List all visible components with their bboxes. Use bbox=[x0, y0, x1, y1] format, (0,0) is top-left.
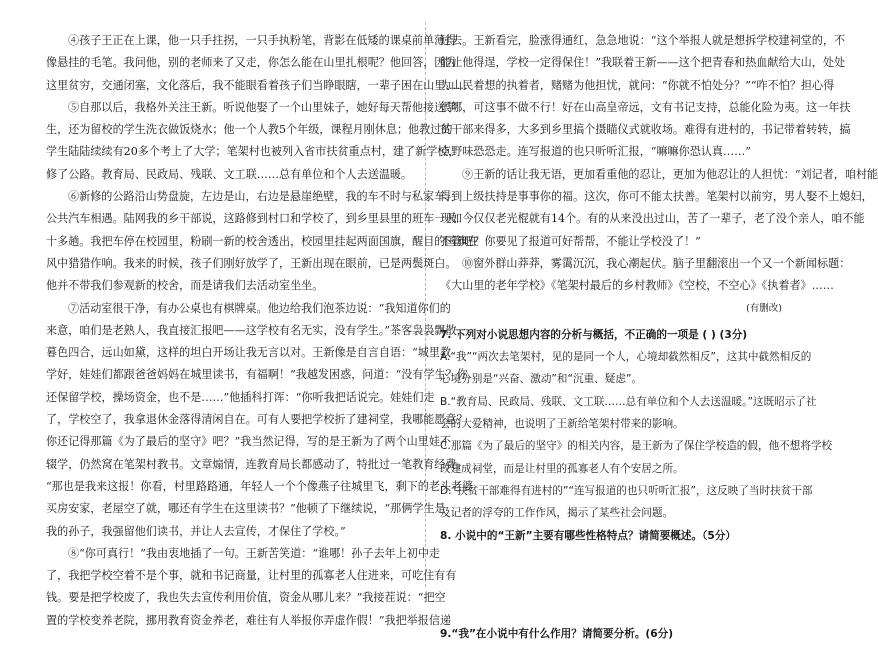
text-line: 了，我把学校空着不是个事，就和书记商量，让村里的孤寡老人住进来，可吃住有有 bbox=[46, 569, 457, 583]
text-line: 你还记得那篇《为了最后的坚守》吧？”我当然记得，写的是王新为了两个山里娃不 bbox=[46, 435, 452, 449]
text-line: 十多趟。我把车停在校园里，粉刷一新的校舍透出，校园里挂起两面国旗，醒目的国旗在 bbox=[46, 234, 479, 248]
text-line: ⑩窗外群山莽莽，雾霭沉沉，我心潮起伏。脑子里翻滚出一个又一个新闻标题： bbox=[462, 256, 851, 270]
text-line: 暮色四合，远山如黛，这样的坦白开场让我无言以对。王新像是自言自语：“城里教 bbox=[46, 346, 452, 360]
text-line: 为山民着想的执着者，赌赌为他担忧，就问：“你就不怕处分？”“咋不怕？担心得 bbox=[440, 78, 835, 92]
text-line: ⑤自那以后，我格外关注王新。听说他娶了一个山里妹子，她好每天帮他接送学 bbox=[68, 100, 457, 114]
option-line: 心境分别是“兴奋、激动”和“沉重、疑虑”。 bbox=[440, 373, 643, 386]
text-line: 得到上级扶持是事事你的福。这次，你可不能太扶善。笔架村以前穷，男人娶不上媳妇， bbox=[440, 190, 873, 204]
text-line: ④孩子王正在上课，他一只手拄拐，一只手执粉笔，背影在低矮的课桌前单薄得 bbox=[68, 34, 457, 47]
text-line: 《大山里的老年学校》《笔架村最后的乡村教师》《空校，不空心》《执着者》…… bbox=[440, 279, 834, 293]
text-line: 置的学校变养老院，挪用教育资金养老，难往有人举报你弄虚作假！”我把举报信递 bbox=[46, 613, 452, 627]
text-line: 风中猎猎作响。我来的时候，孩子们刚好放学了，王新出现在眼前，已是两鬓斑白。 bbox=[46, 256, 457, 270]
text-line: 点野味恐恐走。连写报道的也只听听汇报，“嘛嘛你恐认真……” bbox=[440, 145, 751, 159]
text-line: 钱。要是把学校废了，我也失去宣传利用价值，资金从哪儿来？”我接茬说：“把空 bbox=[46, 591, 446, 605]
text-line: ⑧“你可真行！”我由衷地插了一句。王新苦笑道：“谁哪！孙子去年上初中走 bbox=[68, 546, 441, 560]
text-line: 现如今仅仅老光棍就有14个。有的从来没出过山，苦了一辈子，老了没个亲人，咱不能 bbox=[440, 212, 865, 226]
text-line: 了，学校空了，我拿退休金落得清闲自在。可有人要把学校折了建祠堂，我哪能愿意？ bbox=[46, 413, 468, 427]
option-line: A.“我”“两次去笔架村，见的是同一个人，心境却截然相反”，这其中截然相反的 bbox=[440, 351, 812, 364]
text-line: 辍学，仍然窝在笔架村教书。文章煽情，连教育局长都感动了，特批过一笔教育经费。 bbox=[46, 457, 468, 471]
option-line: C.那篇《为了最后的坚守》的相关内容，是王新为了保住学校造的假，他不想将学校 bbox=[440, 440, 833, 453]
option-line: B.“教育局、民政局、残联、文工联……总有单位和个人去送温暖。”这既昭示了社 bbox=[440, 395, 817, 408]
text-line: 生，还为留校的学生洗衣做饭烧水；他一个人教5个年级，课程月刚休息；他教过的 bbox=[46, 123, 453, 137]
question-9 bbox=[440, 623, 812, 645]
question-9-stem: 9.“我”在小说中有什么作用？请简要分析。(6分) bbox=[440, 627, 674, 640]
text-line: 还保留学校，操场资金，也不是……”他插科打诨：“你听我把话说完。娃娃们走 bbox=[46, 390, 435, 404]
text-line: 来意，咱们是老熟人，我直接汇报吧——这学校有名无实，没有学生。”茶客袅袅飘散， bbox=[46, 323, 468, 337]
text-line: 这里贫穷，交通闭塞，文化落后，我不能眼看着孩子们当睁眼瞎，一辈子困在山里…… bbox=[46, 78, 468, 92]
text-line: 不管吧？你要见了报道可好帮帮，不能让学校没了！” bbox=[440, 234, 701, 248]
text-line: 像悬挂的毛笔。我问他，别的老师来了又走，你怎么能在山里扎根呢？他回答，因为 bbox=[46, 56, 457, 70]
text-line: 学好，娃娃们都跟爸爸妈妈在城里读书，有福啊！”我越发困惑，问道：“没有学生？你 bbox=[46, 368, 468, 382]
text-line: 贫干部来得多，大多到乡里搞个摄瞄仪式就收场。难得有进村的，书记带着转转，搞 bbox=[440, 123, 851, 137]
text-line: 公共汽车相遇。陆网我的乡干部说，这路修到村口和学校了，到乡里县里的班车一天 bbox=[46, 212, 457, 226]
question-8 bbox=[440, 525, 812, 623]
option-line: 及记者的浮夸的工作作风，揭示了某些社会问题。 bbox=[440, 507, 674, 520]
text-line: 修了公路。教育局、民政局、残联、文工联……总有单位和个人去送温暖。 bbox=[46, 167, 413, 181]
story-continuation bbox=[440, 30, 878, 298]
text-line: 很哪，可这事不做不行！好在山高皇帝远，文有书记支持，总能化险为夷。这一年扶 bbox=[440, 100, 851, 114]
text-line: 能让他得逞，学校一定得保住！”我联着王新——这个把青春和热血献给大山，处处 bbox=[440, 56, 846, 70]
text-line: 他并不带我们参观新的校舍，而是请我们去活动室坐坐。 bbox=[46, 279, 324, 293]
source-note: (有删改) bbox=[746, 302, 782, 314]
question-7 bbox=[440, 324, 833, 525]
text-line: 我的孙子，我强留他们读书，并让人去宣传，才保住了学校。” bbox=[46, 524, 346, 538]
text-line: 学生陆陆续续有20多个考上了大学；笔架村也被列入省市扶贫重点村，建了新学校， bbox=[46, 145, 460, 159]
option-line: 会的大爱精神，也说明了王新给笔架村带来的影响。 bbox=[440, 418, 684, 431]
story-column-left bbox=[46, 30, 479, 632]
question-7-stem: 7. 下列对小说思想内容的分析与概括，不正确的一项是 ( ) (3分) bbox=[440, 328, 748, 341]
text-line: ⑥新修的公路沿山势盘旋，左边是山，右边是悬崖绝壁，我的车不时与私家车、 bbox=[68, 190, 457, 204]
text-line: 过去。王新看完，脸涨得通红，急急地说：“这个举报人就是想拆学校建祠堂的，不 bbox=[440, 34, 846, 47]
question-8-stem: 8. 小说中的“王新”主要有哪些性格特点？请简要概述。（5分） bbox=[440, 529, 736, 542]
text-line: ⑨王新的话让我无语，更加看重他的忍让，更加为他忍让的人担忧：“刘记者，咱村能 bbox=[462, 167, 878, 181]
answer-space-8 bbox=[440, 547, 812, 585]
option-line: 改建成祠堂，而是让村里的孤寡老人有个安居之所。 bbox=[440, 462, 684, 475]
text-line: 买房安家，老屋空了就，哪还有学生在这里读书？”他顿了下继续说，“那俩学生是 bbox=[46, 502, 446, 516]
option-line: D.“扶贫干部难得有进村的”“连写报道的也只听听汇报”，这反映了当时扶贫干部 bbox=[440, 484, 813, 497]
question-7-options bbox=[440, 346, 833, 524]
story-column-right bbox=[440, 30, 878, 645]
text-line: ⑦活动室很干净，有办公桌也有棋牌桌。他边给我们泡茶边说：“我知道你们的 bbox=[68, 301, 451, 315]
text-line: “那也是我来这报！你看，村里路路通，年轻人一个个像燕子往城里飞，剩下的老头老婆 bbox=[46, 479, 474, 493]
